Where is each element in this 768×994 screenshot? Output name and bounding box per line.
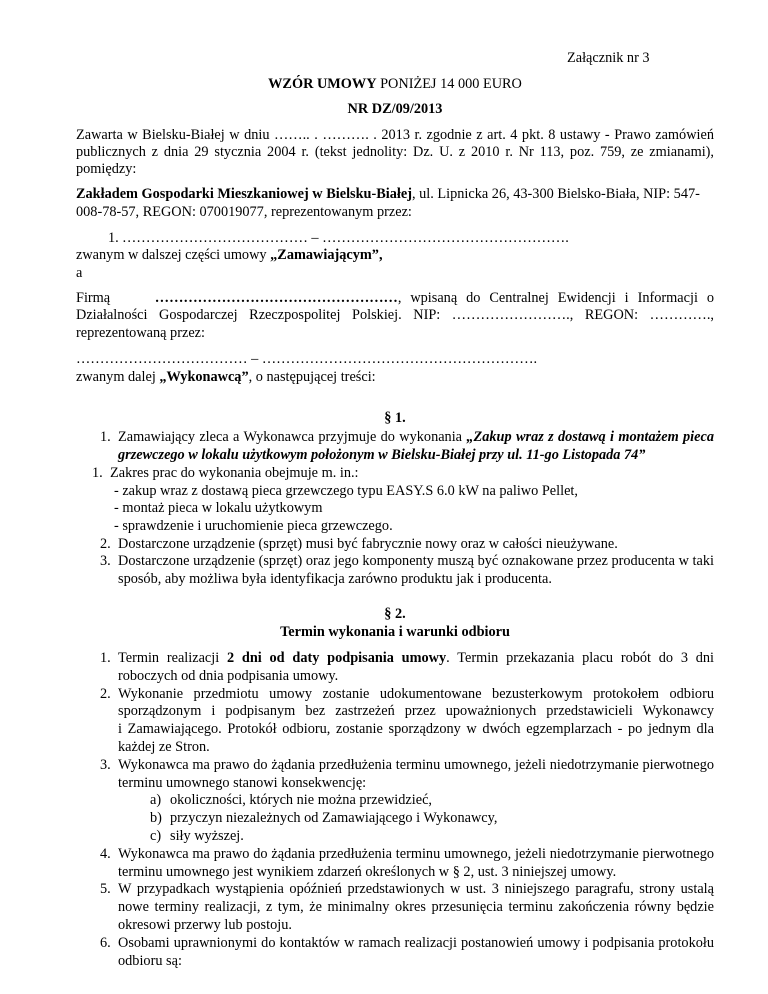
party2-called — [76, 369, 376, 387]
s1-scope-1: - zakup wraz z dostawą pieca grzewczego typu EASY.S 6.0 kW na paliwo Pellet, — [114, 483, 578, 499]
party2-line-1-rest: , wpisaną do Centralnej Ewidencji i Informacji o — [397, 290, 714, 306]
party2-line-1 — [76, 290, 714, 308]
s2-item-2-line-1: Wykonanie przedmiotu umowy zostanie udokumentowane bezusterkowym protokołem odbioru — [118, 686, 714, 702]
s2-item-1-number: 1. — [100, 650, 111, 666]
party2-firm-dots: …………………………………………… — [154, 290, 398, 306]
s1-item-4-line-1: Dostarczone urządzenie (sprzęt) oraz jego komponenty muszą być oznakowane przez producenta w taki — [118, 553, 714, 569]
s1-item-2: Zakres prac do wykonania obejmuje m. in.: — [110, 465, 359, 481]
section-1-heading: § 1. — [384, 410, 406, 426]
party1-called-pre: zwanym w dalszej części umowy — [76, 247, 271, 263]
s2-item-5-line-1: W przypadkach wystąpienia opóźnień przedstawionych w ust. 3 niniejszego paragrafu, strony ustalą — [118, 881, 714, 897]
s2-item-3-sub-a: okoliczności, których nie można przewidzieć, — [170, 792, 433, 808]
s1-scope-2: - montaż pieca w lokalu użytkowym — [114, 500, 323, 516]
s1-scope-3: - sprawdzenie i uruchomienie pieca grzewczego. — [114, 518, 393, 534]
s1-item-2-number: 1. — [92, 465, 103, 481]
s2-item-1-line-2: roboczych od dnia podpisania umowy. — [118, 668, 339, 684]
s2-item-1-pre: Termin realizacji — [118, 650, 227, 666]
party2-called-bold: „Wykonawcą” — [159, 369, 249, 385]
s2-item-5-line-2: nowe terminy realizacji, z tym, że minimalny okres przesunięcia terminu zakończenia równy będzie — [118, 899, 714, 915]
party1-called — [76, 247, 383, 265]
party2-rep-line: ……………………………… – …………………………………………………. — [76, 351, 538, 367]
party1-called-bold: „Zamawiającym”, — [270, 247, 383, 263]
s1-item-4-line-2: sposób, aby możliwa była identyfikacja zarówno produktu jak i producenta. — [118, 571, 552, 587]
intro-line-3: pomiędzy: — [76, 161, 137, 177]
s2-item-3-sub-a-label: a) — [150, 792, 162, 808]
attachment-label: Załącznik nr 3 — [567, 50, 650, 66]
s2-item-6-number: 6. — [100, 935, 111, 951]
party2-line-2: Działalności Gospodarczej Rzeczpospolitej Polskiej. NIP: ……………………., REGON: …………., — [76, 307, 714, 323]
document-title — [76, 76, 714, 94]
s2-item-4-line-1: Wykonawca ma prawo do żądania przedłużenia terminu umownego, jeżeli niedotrzymanie pierwotnego — [118, 846, 714, 862]
s2-item-3-sub-b-label: b) — [150, 810, 162, 826]
s2-item-3-sub-c: siły wyższej. — [170, 828, 244, 844]
section-2-subheading: Termin wykonania i warunki odbioru — [280, 624, 510, 640]
party1-name: Zakładem Gospodarki Mieszkaniowej w Bielsku-Białej — [76, 186, 412, 202]
party2-called-post: , o następującej treści: — [248, 369, 376, 385]
s2-item-1-post: . Termin przekazania placu robót do 3 dni — [446, 650, 714, 666]
party2-called-pre: zwanym dalej — [76, 369, 160, 385]
title-rest: PONIŻEJ 14 000 EURO — [376, 76, 522, 92]
s2-item-6-line-1: Osobami uprawnionymi do kontaktów w ramach realizacji postanowień umowy i podpisania protokołu — [118, 935, 714, 951]
title-bold: WZÓR UMOWY — [268, 76, 377, 92]
party1-line-1 — [76, 186, 714, 204]
s2-item-2-line-3: i Zamawiającego. Protokół odbioru, zostanie sporządzony w dwóch egzemplarzach - po jednym dla — [118, 721, 714, 737]
s2-item-3-sub-b: przyczyn niezależnych od Zamawiającego i Wykonawcy, — [170, 810, 498, 826]
s1-item-1-line-2: grzewczego w lokalu użytkowym położonym w Bielsku-Białej przy ul. 11-go Listopada 74” — [118, 447, 646, 463]
conjunction-and: a — [76, 265, 83, 281]
s1-item-3: Dostarczone urządzenie (sprzęt) musi być fabrycznie nowy oraz w całości nieużywane. — [118, 536, 618, 552]
s2-item-4-line-2: terminu umownego jest wynikiem zdarzeń określonych w § 2, ust. 3 niniejszej umowy. — [118, 864, 617, 880]
s2-item-1-bold: 2 dni od daty podpisania umowy — [226, 650, 447, 666]
s1-item-1-line-1 — [118, 429, 714, 447]
s2-item-2-line-2: sporządzonym i podpisanym bez zastrzeżeń przez upoważnionych przedstawicieli Wykonawcy — [118, 703, 714, 719]
contract-number: NR DZ/09/2013 — [347, 101, 443, 117]
s1-item-4-number: 3. — [100, 553, 111, 569]
party1-address: , ul. Lipnicka 26, 43-300 Bielsko-Biała, NIP: 547- — [412, 186, 700, 202]
s2-item-6-line-2: odbioru są: — [118, 953, 182, 969]
intro-line-2: publicznych z dnia 29 stycznia 2004 r. (tekst jednolity: Dz. U. z 2010 r. Nr 113, poz. 759, ze zmianami), — [76, 144, 714, 160]
party2-line-3: reprezentowaną przez: — [76, 325, 205, 341]
party1-rep-number: 1. — [108, 230, 119, 246]
party1-line-2: 008-78-57, REGON: 070019077, reprezentowanym przez: — [76, 204, 412, 220]
s1-item-1-bold-a: „Zakup wraz z dostawą i montażem pieca — [466, 429, 714, 445]
party2-firm-label: Firmą — [76, 290, 111, 306]
s2-item-2-line-4: każdej ze Stron. — [118, 739, 210, 755]
s2-item-3-line-1: Wykonawca ma prawo do żądania przedłużenia terminu umownego, jeżeli niedotrzymanie pierwotnego — [118, 757, 714, 773]
s1-item-1-pre: Zamawiający zleca a Wykonawca przyjmuje do wykonania — [118, 429, 467, 445]
s1-item-1-number: 1. — [100, 429, 111, 445]
s2-item-3-sub-c-label: c) — [150, 828, 162, 844]
s2-item-3-line-2: terminu umownego stanowi konsekwencję: — [118, 775, 367, 791]
s2-item-4-number: 4. — [100, 846, 111, 862]
s2-item-5-number: 5. — [100, 881, 111, 897]
s2-item-2-number: 2. — [100, 686, 111, 702]
s2-item-1-line-1 — [118, 650, 714, 668]
section-2-heading: § 2. — [384, 606, 406, 622]
intro-line-1: Zawarta w Bielsku-Białej w dniu …….. . ………. . 2013 r. zgodnie z art. 4 pkt. 8 ustawy - Prawo zamówień — [76, 127, 714, 143]
party1-rep-line: ………………………………… – ……………………………………………. — [122, 230, 569, 246]
s1-item-3-number: 2. — [100, 536, 111, 552]
s2-item-5-line-3: okresowi przerwy lub postoju. — [118, 917, 292, 933]
s2-item-3-number: 3. — [100, 757, 111, 773]
